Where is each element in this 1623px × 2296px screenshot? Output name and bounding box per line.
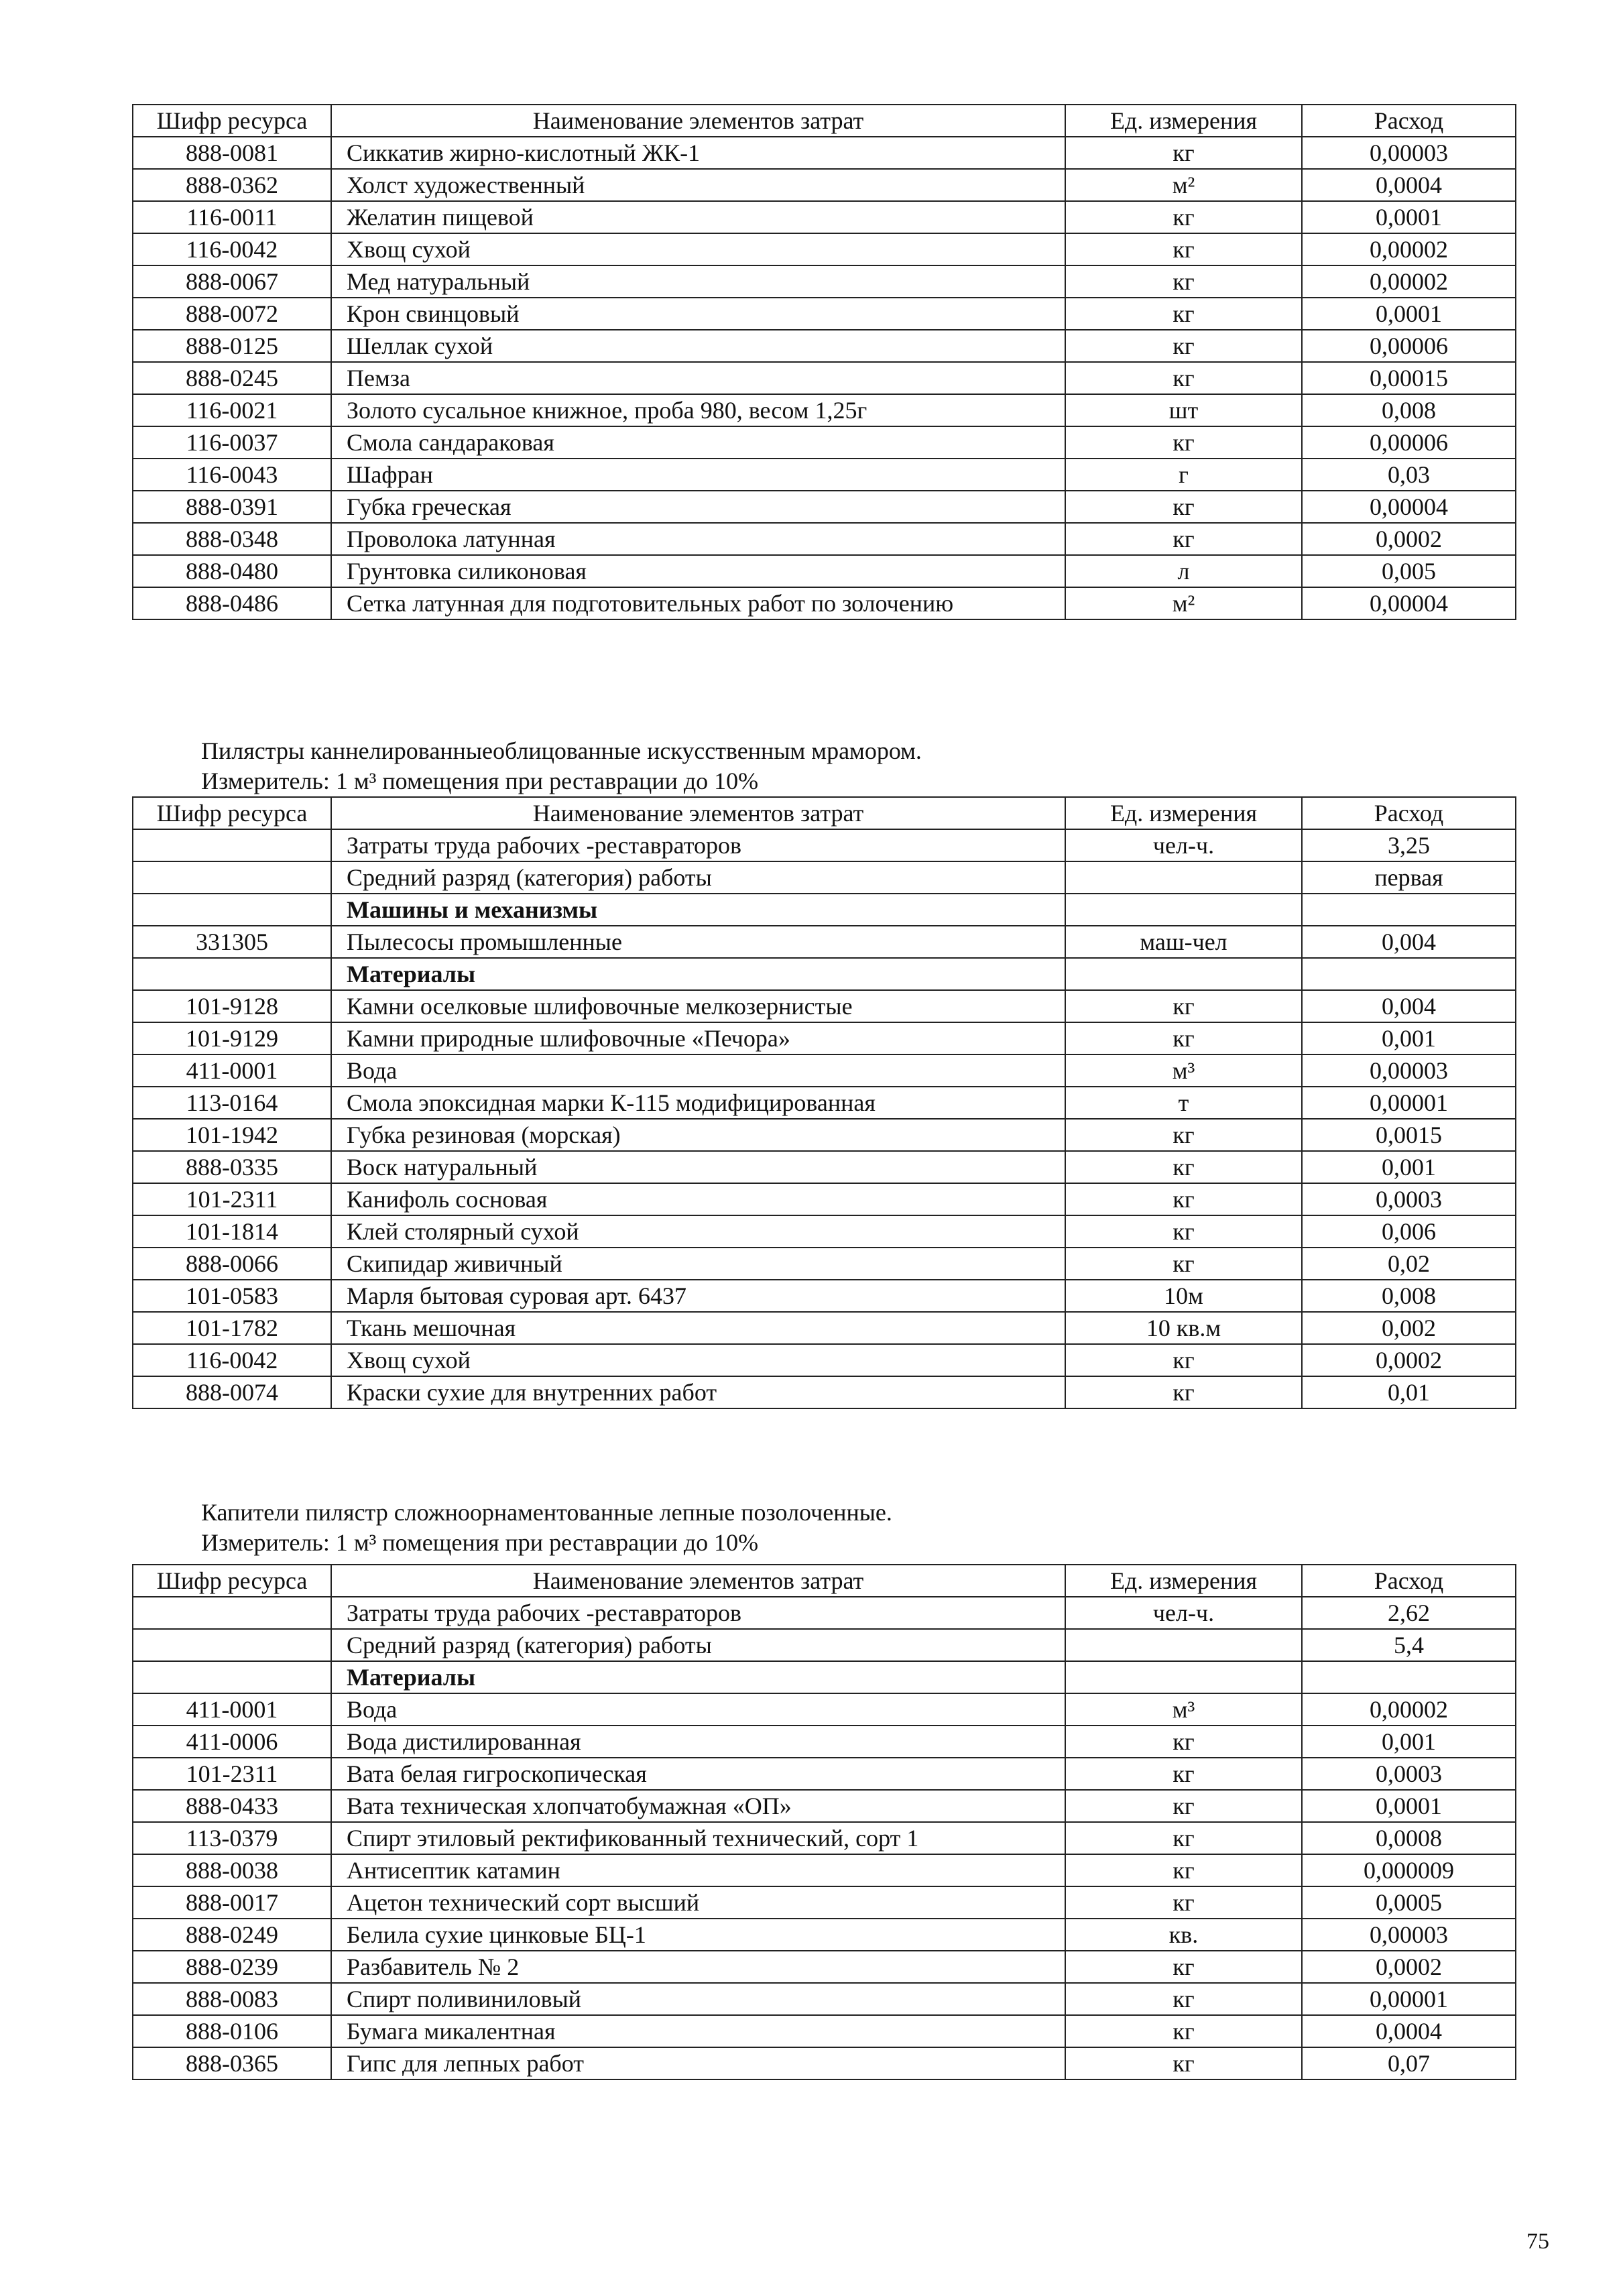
table-3-title: Капители пилястр сложноорнаментованные лепные позолоченные. — [201, 1499, 892, 1526]
header-value: Расход — [1302, 105, 1516, 137]
unit-of-measure: кг — [1065, 1758, 1302, 1790]
resource-code: 113-0379 — [133, 1822, 331, 1854]
consumption-value — [1302, 1661, 1516, 1693]
table-header-row — [133, 105, 1516, 137]
resource-code: 331305 — [133, 926, 331, 958]
unit-of-measure: кг — [1065, 2047, 1302, 2079]
element-name: Мед натуральный — [331, 265, 1065, 298]
resource-code: 888-0433 — [133, 1790, 331, 1822]
resource-code: 411-0006 — [133, 1726, 331, 1758]
resource-code: 888-0480 — [133, 555, 331, 587]
table-row — [133, 861, 1516, 894]
header-code: Шифр ресурса — [133, 1565, 331, 1597]
element-name: Камни оселковые шлифовочные мелкозернистые — [331, 990, 1065, 1022]
element-name: Воск натуральный — [331, 1151, 1065, 1183]
resource-code: 101-2311 — [133, 1758, 331, 1790]
resource-code: 888-0106 — [133, 2015, 331, 2047]
table-row — [133, 1312, 1516, 1344]
consumption-value: 0,0002 — [1302, 523, 1516, 555]
unit-of-measure — [1065, 1661, 1302, 1693]
unit-of-measure: кг — [1065, 990, 1302, 1022]
element-name: Вода — [331, 1693, 1065, 1726]
resource-code: 888-0081 — [133, 137, 331, 169]
unit-of-measure — [1065, 1629, 1302, 1661]
table-row — [133, 1183, 1516, 1215]
consumption-value: 0,00004 — [1302, 491, 1516, 523]
resource-code: 116-0037 — [133, 426, 331, 459]
table-row — [133, 1280, 1516, 1312]
resource-code: 116-0011 — [133, 201, 331, 233]
consumption-value: 0,0008 — [1302, 1822, 1516, 1854]
unit-of-measure: кг — [1065, 1822, 1302, 1854]
unit-of-measure: кг — [1065, 265, 1302, 298]
consumption-value: 0,0003 — [1302, 1183, 1516, 1215]
element-name: Материалы — [331, 958, 1065, 990]
consumption-value: 0,0002 — [1302, 1344, 1516, 1376]
table-header-row — [133, 797, 1516, 829]
unit-of-measure: кв. — [1065, 1919, 1302, 1951]
header-unit: Ед. измерения — [1065, 797, 1302, 829]
unit-of-measure: кг — [1065, 233, 1302, 265]
consumption-value: 0,001 — [1302, 1022, 1516, 1054]
resource-code: 101-9129 — [133, 1022, 331, 1054]
table-row — [133, 1693, 1516, 1726]
resource-code: 888-0486 — [133, 587, 331, 619]
consumption-value: 0,00015 — [1302, 362, 1516, 394]
unit-of-measure: кг — [1065, 1183, 1302, 1215]
consumption-value: 0,00006 — [1302, 330, 1516, 362]
consumption-value: 0,005 — [1302, 555, 1516, 587]
table-header-row — [133, 1565, 1516, 1597]
resource-code: 888-0038 — [133, 1854, 331, 1886]
table-row — [133, 990, 1516, 1022]
table-row — [133, 169, 1516, 201]
unit-of-measure: кг — [1065, 1983, 1302, 2015]
consumption-value: 0,00006 — [1302, 426, 1516, 459]
table-row — [133, 1854, 1516, 1886]
resource-code: 116-0042 — [133, 1344, 331, 1376]
table-row — [133, 1886, 1516, 1919]
table-row — [133, 1087, 1516, 1119]
section-row — [133, 894, 1516, 926]
unit-of-measure: кг — [1065, 1022, 1302, 1054]
table-row — [133, 523, 1516, 555]
element-name: Шафран — [331, 459, 1065, 491]
unit-of-measure: г — [1065, 459, 1302, 491]
materials-table-1 — [132, 104, 1516, 620]
resource-code: 101-9128 — [133, 990, 331, 1022]
consumption-value: 0,001 — [1302, 1151, 1516, 1183]
header-code: Шифр ресурса — [133, 105, 331, 137]
element-name: Вата техническая хлопчатобумажная «ОП» — [331, 1790, 1065, 1822]
element-name: Крон свинцовый — [331, 298, 1065, 330]
consumption-value: 0,004 — [1302, 990, 1516, 1022]
unit-of-measure: шт — [1065, 394, 1302, 426]
resource-code: 101-1814 — [133, 1215, 331, 1248]
table-row — [133, 1983, 1516, 2015]
table-row — [133, 1629, 1516, 1661]
table-row — [133, 330, 1516, 362]
resource-code: 888-0239 — [133, 1951, 331, 1983]
table-row — [133, 1726, 1516, 1758]
consumption-value: 0,0005 — [1302, 1886, 1516, 1919]
element-name: Марля бытовая суровая арт. 6437 — [331, 1280, 1065, 1312]
table-row — [133, 491, 1516, 523]
resource-code — [133, 829, 331, 861]
table-row — [133, 298, 1516, 330]
unit-of-measure: м³ — [1065, 1693, 1302, 1726]
element-name: Гипс для лепных работ — [331, 2047, 1065, 2079]
unit-of-measure: 10 кв.м — [1065, 1312, 1302, 1344]
consumption-value: 0,0001 — [1302, 1790, 1516, 1822]
table-row — [133, 1054, 1516, 1087]
element-name: Бумага микалентная — [331, 2015, 1065, 2047]
table-row — [133, 587, 1516, 619]
consumption-value: 0,0004 — [1302, 169, 1516, 201]
element-name: Краски сухие для внутренних работ — [331, 1376, 1065, 1408]
unit-of-measure: кг — [1065, 1376, 1302, 1408]
consumption-value: 0,00002 — [1302, 233, 1516, 265]
table-row — [133, 2015, 1516, 2047]
table-row — [133, 1215, 1516, 1248]
consumption-value: 2,62 — [1302, 1597, 1516, 1629]
unit-of-measure: м² — [1065, 587, 1302, 619]
consumption-value: 0,008 — [1302, 394, 1516, 426]
element-name: Материалы — [331, 1661, 1065, 1693]
table-row — [133, 1376, 1516, 1408]
element-name: Ацетон технический сорт высший — [331, 1886, 1065, 1919]
table-row — [133, 1822, 1516, 1854]
element-name: Смола эпоксидная марки К-115 модифицированная — [331, 1087, 1065, 1119]
resource-code: 101-1942 — [133, 1119, 331, 1151]
resource-code: 888-0074 — [133, 1376, 331, 1408]
resource-code: 888-0348 — [133, 523, 331, 555]
table-2-title: Пилястры каннелированныеоблицованные искусственным мрамором. — [201, 737, 922, 764]
table-row — [133, 394, 1516, 426]
element-name: Средний разряд (категория) работы — [331, 861, 1065, 894]
unit-of-measure: кг — [1065, 1790, 1302, 1822]
unit-of-measure — [1065, 861, 1302, 894]
consumption-value: 0,0015 — [1302, 1119, 1516, 1151]
section-row — [133, 958, 1516, 990]
table-row — [133, 1151, 1516, 1183]
consumption-value: 0,03 — [1302, 459, 1516, 491]
header-code: Шифр ресурса — [133, 797, 331, 829]
consumption-value: 0,00001 — [1302, 1087, 1516, 1119]
unit-of-measure: кг — [1065, 1726, 1302, 1758]
unit-of-measure — [1065, 894, 1302, 926]
resource-code — [133, 1597, 331, 1629]
consumption-value: 0,001 — [1302, 1726, 1516, 1758]
unit-of-measure: кг — [1065, 362, 1302, 394]
unit-of-measure: чел-ч. — [1065, 829, 1302, 861]
unit-of-measure: кг — [1065, 201, 1302, 233]
table-row — [133, 459, 1516, 491]
resource-code: 888-0017 — [133, 1886, 331, 1919]
consumption-value: 0,07 — [1302, 2047, 1516, 2079]
consumption-value: 5,4 — [1302, 1629, 1516, 1661]
element-name: Ткань мешочная — [331, 1312, 1065, 1344]
unit-of-measure: кг — [1065, 137, 1302, 169]
unit-of-measure: кг — [1065, 426, 1302, 459]
unit-of-measure: 10м — [1065, 1280, 1302, 1312]
table-row — [133, 2047, 1516, 2079]
consumption-value: 0,0003 — [1302, 1758, 1516, 1790]
element-name: Вата белая гигроскопическая — [331, 1758, 1065, 1790]
element-name: Клей столярный сухой — [331, 1215, 1065, 1248]
resource-code: 888-0083 — [133, 1983, 331, 2015]
header-name: Наименование элементов затрат — [331, 797, 1065, 829]
table-2-measure: Измеритель: 1 м³ помещения при реставрации до 10% — [201, 768, 759, 794]
table-row — [133, 137, 1516, 169]
consumption-value: 0,00003 — [1302, 1054, 1516, 1087]
table-row — [133, 1344, 1516, 1376]
table-row — [133, 1790, 1516, 1822]
consumption-value — [1302, 894, 1516, 926]
table-row — [133, 1119, 1516, 1151]
consumption-value: 0,0001 — [1302, 298, 1516, 330]
table-row — [133, 201, 1516, 233]
resource-code: 101-1782 — [133, 1312, 331, 1344]
unit-of-measure: кг — [1065, 1886, 1302, 1919]
resource-code — [133, 894, 331, 926]
consumption-value: 0,004 — [1302, 926, 1516, 958]
unit-of-measure: кг — [1065, 1344, 1302, 1376]
resource-code: 888-0391 — [133, 491, 331, 523]
element-name: Скипидар живичный — [331, 1248, 1065, 1280]
table-row — [133, 1022, 1516, 1054]
consumption-value: 0,00002 — [1302, 1693, 1516, 1726]
consumption-value: 0,0004 — [1302, 2015, 1516, 2047]
consumption-value: 0,006 — [1302, 1215, 1516, 1248]
resource-code: 888-0125 — [133, 330, 331, 362]
unit-of-measure: кг — [1065, 2015, 1302, 2047]
resource-code: 411-0001 — [133, 1693, 331, 1726]
resource-code: 116-0021 — [133, 394, 331, 426]
unit-of-measure: маш-чел — [1065, 926, 1302, 958]
unit-of-measure: м³ — [1065, 1054, 1302, 1087]
materials-table-2 — [132, 796, 1516, 1409]
table-3-measure: Измеритель: 1 м³ помещения при реставрации до 10% — [201, 1529, 759, 1556]
resource-code: 888-0365 — [133, 2047, 331, 2079]
page-number: 75 — [1526, 2229, 1549, 2254]
element-name: Пемза — [331, 362, 1065, 394]
consumption-value: 0,00004 — [1302, 587, 1516, 619]
resource-code: 888-0066 — [133, 1248, 331, 1280]
table-row — [133, 362, 1516, 394]
table-row — [133, 555, 1516, 587]
header-value: Расход — [1302, 1565, 1516, 1597]
consumption-value: первая — [1302, 861, 1516, 894]
table-row — [133, 265, 1516, 298]
consumption-value: 0,02 — [1302, 1248, 1516, 1280]
element-name: Канифоль сосновая — [331, 1183, 1065, 1215]
resource-code: 888-0245 — [133, 362, 331, 394]
element-name: Антисептик катамин — [331, 1854, 1065, 1886]
unit-of-measure: кг — [1065, 491, 1302, 523]
element-name: Вода дистилированная — [331, 1726, 1065, 1758]
consumption-value: 0,002 — [1302, 1312, 1516, 1344]
table-row — [133, 1951, 1516, 1983]
element-name: Хвощ сухой — [331, 233, 1065, 265]
table-row — [133, 829, 1516, 861]
resource-code — [133, 958, 331, 990]
consumption-value: 0,00002 — [1302, 265, 1516, 298]
unit-of-measure: кг — [1065, 1215, 1302, 1248]
unit-of-measure: чел-ч. — [1065, 1597, 1302, 1629]
resource-code — [133, 1629, 331, 1661]
element-name: Пылесосы промышленные — [331, 926, 1065, 958]
table-row — [133, 1248, 1516, 1280]
resource-code: 101-0583 — [133, 1280, 331, 1312]
header-unit: Ед. измерения — [1065, 1565, 1302, 1597]
unit-of-measure — [1065, 958, 1302, 990]
unit-of-measure: м² — [1065, 169, 1302, 201]
consumption-value: 0,00003 — [1302, 137, 1516, 169]
unit-of-measure: кг — [1065, 1151, 1302, 1183]
resource-code: 888-0362 — [133, 169, 331, 201]
element-name: Губка греческая — [331, 491, 1065, 523]
table-row — [133, 1597, 1516, 1629]
resource-code — [133, 861, 331, 894]
consumption-value: 0,0002 — [1302, 1951, 1516, 1983]
element-name: Машины и механизмы — [331, 894, 1065, 926]
unit-of-measure: кг — [1065, 330, 1302, 362]
header-unit: Ед. измерения — [1065, 105, 1302, 137]
resource-code: 888-0067 — [133, 265, 331, 298]
materials-table-3 — [132, 1564, 1516, 2080]
consumption-value: 0,000009 — [1302, 1854, 1516, 1886]
section-row — [133, 1661, 1516, 1693]
element-name: Спирт поливиниловый — [331, 1983, 1065, 2015]
consumption-value: 0,0001 — [1302, 201, 1516, 233]
unit-of-measure: кг — [1065, 1248, 1302, 1280]
element-name: Грунтовка силиконовая — [331, 555, 1065, 587]
table-row — [133, 233, 1516, 265]
table-row — [133, 1758, 1516, 1790]
resource-code: 116-0042 — [133, 233, 331, 265]
header-name: Наименование элементов затрат — [331, 1565, 1065, 1597]
element-name: Золото сусальное книжное, проба 980, весом 1,25г — [331, 394, 1065, 426]
resource-code: 116-0043 — [133, 459, 331, 491]
resource-code: 888-0249 — [133, 1919, 331, 1951]
resource-code: 113-0164 — [133, 1087, 331, 1119]
element-name: Смола сандараковая — [331, 426, 1065, 459]
element-name: Затраты труда рабочих -реставраторов — [331, 829, 1065, 861]
element-name: Спирт этиловый ректификованный технический, сорт 1 — [331, 1822, 1065, 1854]
table-row — [133, 1919, 1516, 1951]
header-value: Расход — [1302, 797, 1516, 829]
element-name: Желатин пищевой — [331, 201, 1065, 233]
table-row — [133, 926, 1516, 958]
consumption-value: 0,01 — [1302, 1376, 1516, 1408]
unit-of-measure: кг — [1065, 1854, 1302, 1886]
element-name: Камни природные шлифовочные «Печора» — [331, 1022, 1065, 1054]
consumption-value: 0,00001 — [1302, 1983, 1516, 2015]
element-name: Сетка латунная для подготовительных работ по золочению — [331, 587, 1065, 619]
element-name: Шеллак сухой — [331, 330, 1065, 362]
unit-of-measure: кг — [1065, 1951, 1302, 1983]
resource-code: 411-0001 — [133, 1054, 331, 1087]
table-row — [133, 426, 1516, 459]
element-name: Затраты труда рабочих -реставраторов — [331, 1597, 1065, 1629]
element-name: Сиккатив жирно-кислотный ЖК-1 — [331, 137, 1065, 169]
unit-of-measure: л — [1065, 555, 1302, 587]
element-name: Губка резиновая (морская) — [331, 1119, 1065, 1151]
element-name: Холст художественный — [331, 169, 1065, 201]
resource-code: 888-0072 — [133, 298, 331, 330]
element-name: Хвощ сухой — [331, 1344, 1065, 1376]
consumption-value: 3,25 — [1302, 829, 1516, 861]
resource-code: 888-0335 — [133, 1151, 331, 1183]
consumption-value: 0,00003 — [1302, 1919, 1516, 1951]
header-name: Наименование элементов затрат — [331, 105, 1065, 137]
unit-of-measure: т — [1065, 1087, 1302, 1119]
element-name: Белила сухие цинковые БЦ-1 — [331, 1919, 1065, 1951]
consumption-value: 0,008 — [1302, 1280, 1516, 1312]
unit-of-measure: кг — [1065, 1119, 1302, 1151]
element-name: Проволока латунная — [331, 523, 1065, 555]
resource-code: 101-2311 — [133, 1183, 331, 1215]
resource-code — [133, 1661, 331, 1693]
element-name: Разбавитель № 2 — [331, 1951, 1065, 1983]
consumption-value — [1302, 958, 1516, 990]
unit-of-measure: кг — [1065, 298, 1302, 330]
element-name: Вода — [331, 1054, 1065, 1087]
unit-of-measure: кг — [1065, 523, 1302, 555]
element-name: Средний разряд (категория) работы — [331, 1629, 1065, 1661]
